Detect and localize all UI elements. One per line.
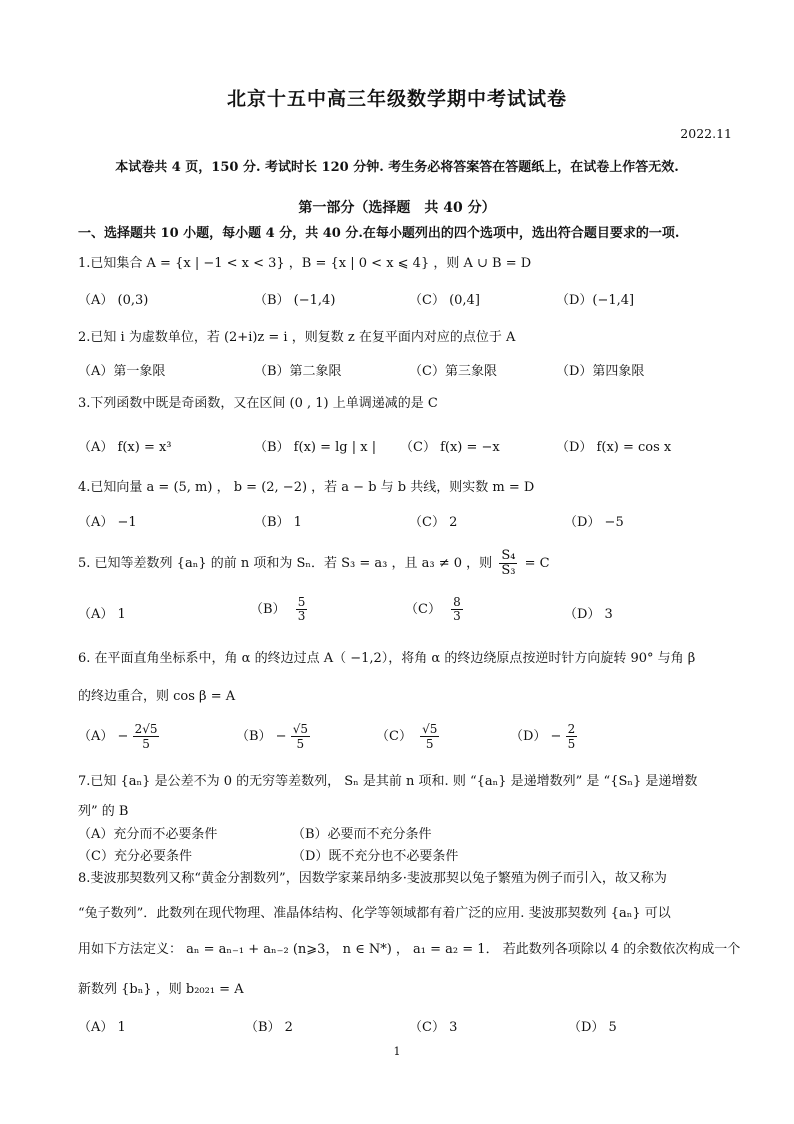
q1-option-d: （D）(−1,4] [556,293,635,308]
question-1: 1.已知集合 A = {x | −1 < x < 3} ，B = {x | 0 < x ⩽ 4} ，则 A ∪ B = D [78,256,532,271]
question-8-line4: 新数列 {bₙ} ，则 b₂₀₂₁ = A [78,982,244,997]
q8-option-a: （A） 1 [78,1020,126,1035]
q1-option-a: （A） (0,3) [78,293,149,308]
q3-option-c: （C） f(x) = −x [400,440,500,455]
q1-option-b: （B） (−1,4) [254,293,336,308]
q4-option-b: （B） 1 [254,515,302,530]
q1-option-c: （C） (0,4] [409,293,480,308]
q5-option-d: （D） 3 [564,607,613,622]
q5-option-a: （A） 1 [78,607,126,622]
question-8-line2: “兔子数列”．此数列在现代物理、准晶体结构、化学等领域都有着广泛的应用. 斐波那契数列 {aₙ} 可以 [78,906,671,921]
q8-option-c: （C） 3 [409,1020,458,1035]
q4-option-a: （A） −1 [78,515,137,530]
question-7: 7.已知 {aₙ} 是公差不为 0 的无穷等差数列， Sₙ 是其前 n 项和. 则 “{aₙ} 是递增数列” 是 “{Sₙ} 是递增数 [78,774,698,789]
exam-title: 北京十五中高三年级数学期中考试试卷 [226,88,567,110]
q8-option-d: （D） 5 [568,1020,617,1035]
question-5 [78,549,550,578]
q6-option-b: （B） − $\frac{√5}{5}$ [236,722,309,751]
q5-frac-num: S₄ [501,548,516,563]
question-2: 2.已知 i 为虚数单位，若 (2+i)z = i ，则复数 z 在复平面内对应的点位于 A [78,330,516,345]
q4-option-d: （D） −5 [564,515,624,530]
q7-option-d: （D）既不充分也不必要条件 [292,849,459,864]
q6-option-c: （C） $\frac{√5}{5}$ [376,722,438,751]
q7-option-c: （C）充分必要条件 [78,849,192,864]
q4-option-c: （C） 2 [409,515,458,530]
exam-notice: 本试卷共 4 页，150 分. 考试时长 120 分钟. 考生务必将答案答在答题纸上，在试卷上作答无效. [115,160,679,175]
q6-option-a: （A） − $\frac{2√5}{5}$ [78,722,158,751]
q2-option-b: （B）第二象限 [254,364,342,379]
question-3: 3.下列函数中既是奇函数，又在区间 (0 , 1) 上单调递减的是 C [78,396,438,411]
question-4: 4.已知向量 a = (5, m) ， b = (2, −2) ，若 a − b 与 b 共线，则实数 m = D [78,480,535,495]
q5-option-b: （B） $\frac{5}{3}$ [250,595,306,623]
q2-option-a: （A）第一象限 [78,364,166,379]
question-7-line2: 列” 的 B [78,804,129,819]
page-number: 1 [393,1045,401,1058]
question-8-line3: 用如下方法定义： aₙ = aₙ₋₁ + aₙ₋₂ (n⩾3， n ∈ N*) ， a₁ = a₂ = 1． 若此数列各项除以 4 的余数依次构成一个 [78,942,741,957]
q5-fraction [499,549,517,578]
q5-option-c: （C） $\frac{8}{3}$ [405,595,461,623]
q7-option-a: （A）充分而不必要条件 [78,827,218,842]
q8-option-b: （B） 2 [245,1020,293,1035]
q6-option-d: （D） − $\frac{2}{5}$ [510,722,576,751]
exam-date: 2022.11 [680,126,732,141]
question-8: 8.斐波那契数列又称“黄金分割数列”，因数学家莱昂纳多·斐波那契以兔子繁殖为例子而引入，故又称为 [78,871,667,886]
q3-option-d: （D） f(x) = cos x [556,440,672,455]
q2-option-d: （D）第四象限 [556,364,645,379]
q3-option-b: （B） f(x) = lg | x | [254,440,377,455]
section-header: 一、选择题共 10 小题，每小题 4 分，共 40 分.在每小题列出的四个选项中，选出符合题目要求的一项. [78,226,680,241]
q5-text-before: 5. 已知等差数列 {aₙ} 的前 n 项和为 Sₙ．若 S₃ = a₃ ，且 a₃ ≠ 0 ，则 [78,556,493,571]
question-6: 6. 在平面直角坐标系中，角 α 的终边过点 A（ −1,2），将角 α 的终边绕原点按逆时针方向旋转 90° 与角 β [78,651,696,666]
q2-option-c: （C）第三象限 [409,364,497,379]
part-title: 第一部分（选择题 共 40 分） [298,200,496,216]
q3-option-a: （A） f(x) = x³ [78,440,172,455]
q5-text-after: = C [524,556,550,571]
question-6-line2: 的终边重合，则 cos β = A [78,689,236,704]
q7-option-b: （B）必要而不充分条件 [292,827,432,842]
q5-frac-den: S₃ [501,563,516,578]
